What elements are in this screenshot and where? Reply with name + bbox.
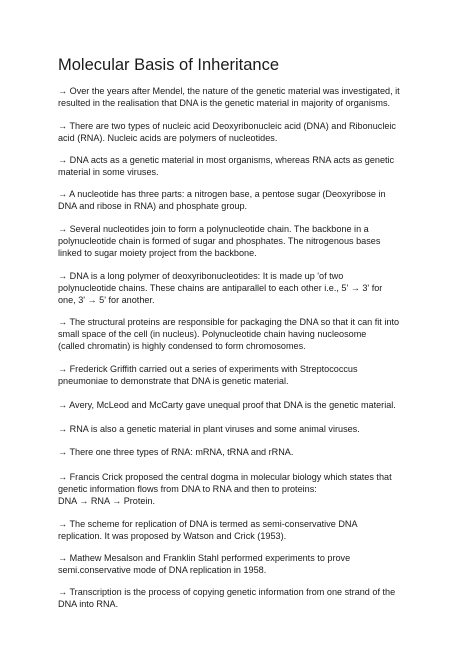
paragraph-nucleotide-parts: → A nucleotide has three parts: a nitrogen base, a pentose sugar (Deoxyribose in DNA and ribose in RNA) and phosphate group.	[58, 189, 386, 211]
paragraph-dna-polymer: → DNA is a long polymer of deoxyribonucleotides: It is made up 'of two polynucleotide chains. These chains are antiparallel to each other i.e., 5' → 3' for one, 3' → 5' for another.	[58, 271, 383, 305]
paragraph-rna-types: → There one three types of RNA: mRNA, tRNA and rRNA.	[58, 447, 294, 457]
paragraph-rna-viruses: → RNA is also a genetic material in plant viruses and some animal viruses.	[58, 424, 360, 434]
paragraph-central-dogma: → Francis Crick proposed the central dogma in molecular biology which states that genetic information flows from DNA to RNA and then to proteins: DNA → RNA → Protein.	[58, 472, 392, 506]
paragraph-avery-proof: → Avery, McLeod and McCarty gave unequal proof that DNA is the genetic material.	[58, 400, 396, 410]
paragraph-semi-conservative: → The scheme for replication of DNA is termed as semi-conservative DNA replication. It was proposed by Watson and Crick (1953).	[58, 519, 358, 541]
paragraph-nucleic-acid-types: → There are two types of nucleic acid Deoxyribonucleic acid (DNA) and Ribonucleic acid (RNA). Nucleic acids are polymers of nucleotides.	[58, 121, 396, 143]
paragraph-structural-proteins: → The structural proteins are responsible for packaging the DNA so that it can fit into small space of the cell (in nucleus). Polynucleotide chain having nucleosome (called chromatin) is highly condensed to form chromosomes.	[58, 317, 400, 351]
paragraph-meselson-stahl: → Mathew Mesalson and Franklin Stahl performed experiments to prove semi.conservative mode of DNA replication in 1958.	[58, 553, 351, 575]
paragraph-transcription: → Transcription is the process of copying genetic information from one strand of the DNA into RNA.	[58, 587, 396, 609]
paragraph-polynucleotide-chain: → Several nucleotides join to form a polynucleotide chain. The backbone in a polynucleotide chain is formed of sugar and phosphates. The nitrogenous bases linked to sugar moiety project from the backbone.	[58, 224, 381, 258]
paragraph-mendel-genetic-material: → Over the years after Mendel, the nature of the genetic material was investigated, it resulted in the realisation that DNA is the genetic material in majority of organisms.	[58, 86, 400, 108]
document-title: Molecular Basis of Inheritance	[58, 56, 280, 74]
paragraph-dna-rna-genetic-material: → DNA acts as a genetic material in most organisms, whereas RNA acts as genetic material in some viruses.	[58, 155, 395, 177]
paragraph-griffith-experiments: → Frederick Griffith carried out a series of experiments with Streptococcus pneumoniae to demonstrate that DNA is genetic material.	[58, 364, 358, 386]
